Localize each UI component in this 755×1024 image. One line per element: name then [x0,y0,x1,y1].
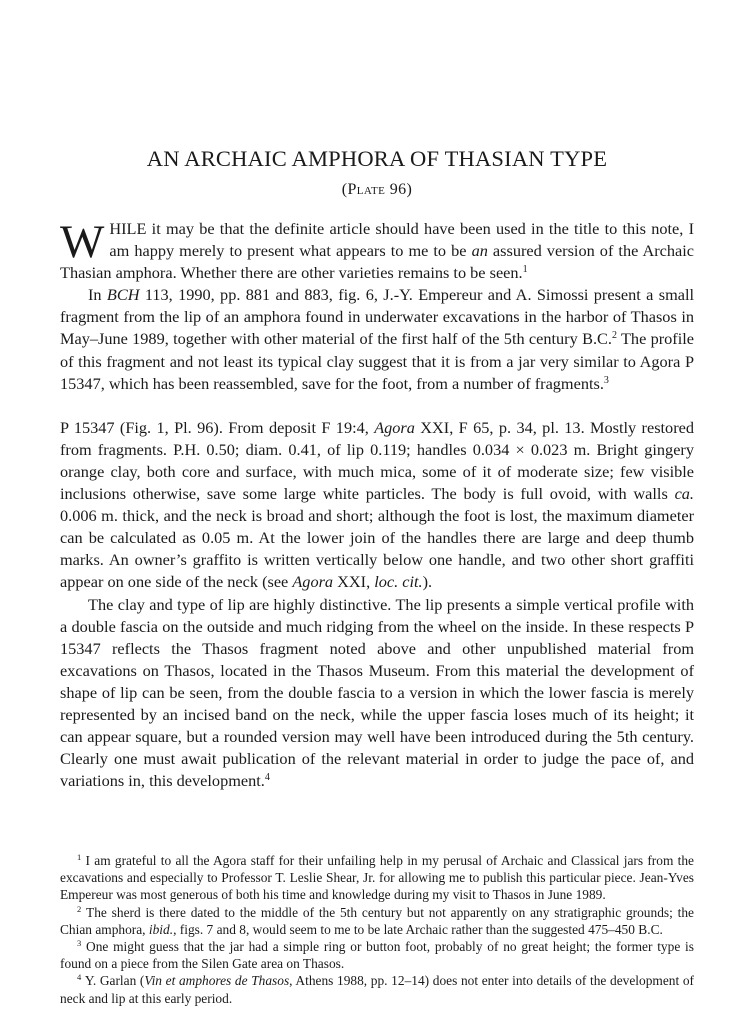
footnote-text: , Athens 1988, pp. 12–14) does not enter into details of the development of neck and lip at this early period. [60,973,694,1006]
footnote-text: , figs. 7 and 8, would seem to me to be late Archaic rather than the suggested 475–450 [173,921,639,937]
footnote-ref-3[interactable]: 3 [603,374,609,386]
p3-series-1: Agora [374,417,415,437]
footnote-3 [60,938,694,972]
footnote-book-title: Vin et amphores de Thasos [144,973,290,989]
drop-cap: W [60,216,105,268]
footnote-ref-4[interactable]: 4 [264,772,270,784]
p3-series-2: Agora [292,572,334,592]
paragraph-4 [60,594,694,793]
footnotes [60,852,694,1007]
p4-text: The clay and type of lip are highly distinctive. The lip presents a simple vertical profile with a double fascia on the outside and much ridging from the wheel on the inside. In these respects P 15347 reflects the Thasos fragment noted above and other unpublished material from excavations on Thasos, located in the Thasos Museum. From this material the development of shape of lip can be seen, from the double fascia to a version in which the lower fascia is merely represented by an incised band on the neck, while the upper fascia loses much of its height; it can appear square, but a rounded version may well have been introduced during the 5th century. Clearly one must await publication of the relevant material in order to judge the pace of, and variations in, this development. [60,594,694,791]
footnote-number: 2 [77,903,82,914]
footnote-ibid: ibid. [148,921,174,937]
footnote-number: 4 [77,972,82,983]
p3-text-e: ). [422,572,433,592]
article-title: AN ARCHAIC AMPHORA OF THASIAN TYPE [146,146,608,171]
footnote-2 [60,904,694,938]
p3-circa: ca. [674,484,694,504]
p1-emphasis: an [471,241,488,261]
footnote-1 [60,852,694,904]
p3-text-d: XXI, [333,572,375,592]
p2-text-b: 113, 1990, pp. 881 and 883, fig. 6, J.-Y. Empereur and A. Simossi present a small fragment from the lip of an amphora found in underwater excavations in the harbor of Thasos in May–June 1989, together with other material of the first half of the 5th century [60,285,694,349]
footnote-4 [60,972,694,1006]
footnote-text: Y. Garlan ( [84,973,145,989]
p1-text-b: assured version of the Archaic Thasian amphora. Whether there are other varieties remains to be seen. [60,241,695,283]
footnote-era: B.C. [638,921,663,937]
footnote-text: The sherd is there dated to the middle of the 5th century but not apparently on any stratigraphic grounds; the Chian amphora, [60,904,694,937]
plate-reference: (Plate 96) [341,181,413,198]
footnote-number: 1 [77,852,82,862]
p3-loc-cit: loc. cit. [374,572,423,592]
paragraph-2 [60,284,694,394]
footnote-ref-2[interactable]: 2 [611,330,617,342]
footnote-ref-1[interactable]: 1 [522,264,528,276]
p1-text-a: HILE it may be that the definite article should have been used in the title to this note, I am happy merely to present what appears to me to be [109,219,694,261]
p2-era: B.C. [582,329,612,349]
footnote-text: One might guess that the jar had a simple ring or button foot, probably of no great height; the former type is found on a piece from the Silen Gate area on Thasos. [60,939,694,972]
p2-journal: BCH [106,285,140,305]
p2-text-a: In [88,285,107,305]
catalogue-entry [60,417,694,594]
p2-text-c: The profile of this fragment and not least its typical clay suggest that it is from a jar very similar to Agora P 15347, which has been reassembled, save for the foot, from a number of fragments. [60,329,695,393]
p3-text-b: XXI, F 65, p. 34, pl. 13. Mostly restored from fragments. P.H. 0.50; diam. 0.41, of lip 0.119; handles 0.034 × 0.023 m. Bright gingery orange clay, both core and surface, with much mica, some of it of moderate size; few visible inclusions otherwise, save some large white particles. The body is full ovoid, with walls [60,417,694,504]
p3-text-a: P 15347 (Fig. 1, Pl. 96). From deposit F 19:4, [60,417,375,437]
footnote-number: 3 [77,938,82,949]
article-body [60,218,694,792]
paragraph-1 [60,218,694,284]
footnote-text: I am grateful to all the Agora staff for their unfailing help in my perusal of Archaic and Classical jars from the excavations and especially to Professor T. Leslie Shear, Jr. for allowing me to publish this particular piece. Jean-Yves Empereur was most generous of both his time and knowledge during my visit to Thasos in June 1989. [60,853,694,903]
p3-text-c: 0.006 m. thick, and the neck is broad and short; although the foot is lost, the maximum diameter can be calculated as 0.05 m. At the lower join of the handles there are large and deep thumb marks. An owner’s graffito is written vertically below one handle, and two other short graffiti appear on one side of the neck (see [60,506,694,592]
